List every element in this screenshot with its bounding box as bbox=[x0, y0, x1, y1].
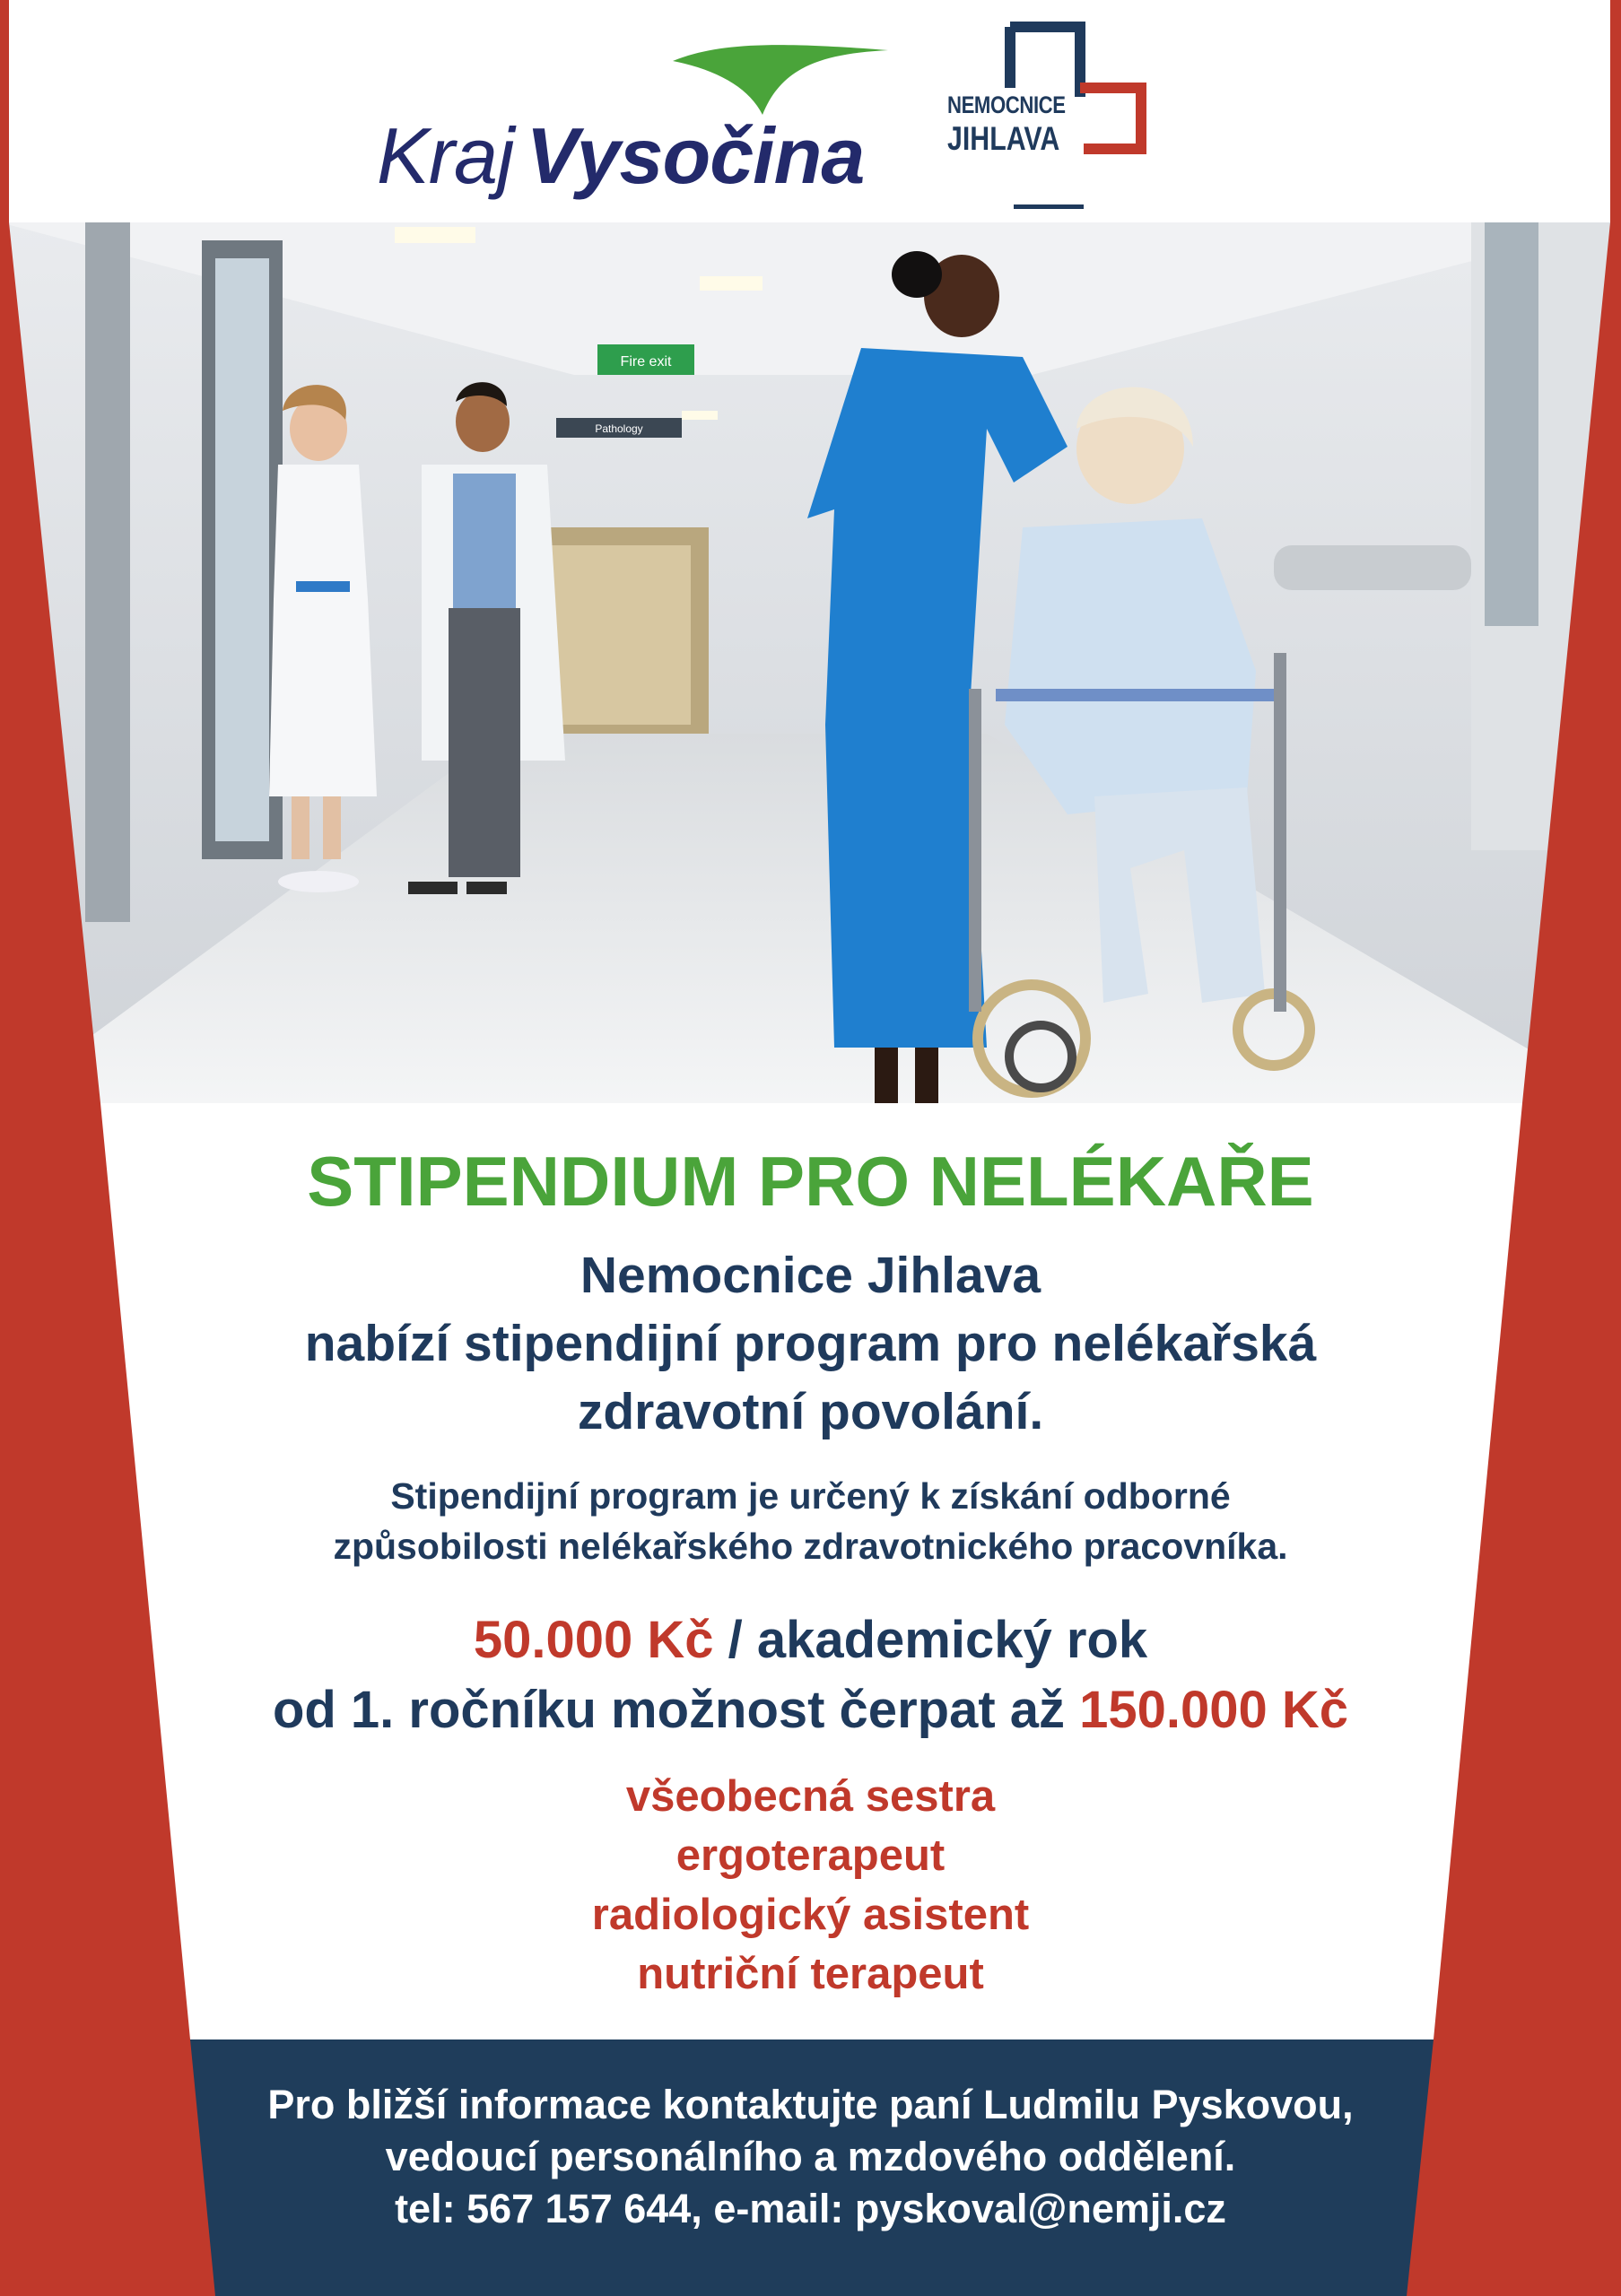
description-line-2: způsobilosti nelékařského zdravotnického pracovníka. bbox=[333, 1526, 1288, 1567]
nemocnice-jihlava-logo bbox=[942, 22, 1157, 219]
amount-line-1 bbox=[0, 1605, 1621, 1675]
description-text bbox=[0, 1471, 1621, 1571]
amount-total-label: od 1. ročníku možnost čerpat až bbox=[272, 1681, 1080, 1739]
pathology-sign-label: Pathology bbox=[595, 422, 643, 435]
headline: STIPENDIUM PRO NELÉKAŘE bbox=[307, 1142, 1314, 1221]
profession-item: ergoterapeut bbox=[675, 1831, 946, 1880]
professions-list bbox=[0, 1767, 1621, 2004]
amount-total: 150.000 Kč bbox=[1079, 1681, 1349, 1739]
amount-line-2 bbox=[0, 1675, 1621, 1745]
kraj-swoosh-icon bbox=[664, 34, 897, 124]
hospital-corridor-photo bbox=[0, 222, 1621, 1103]
kraj-wordmark bbox=[377, 111, 865, 200]
kraj-word: Kraj bbox=[377, 111, 514, 200]
profession-item: radiologický asistent bbox=[591, 1891, 1030, 1939]
scholarship-amount bbox=[0, 1605, 1621, 1745]
intro-line-3: zdravotní povolání. bbox=[577, 1383, 1044, 1440]
hospital-logo-line1: NEMOCNICE bbox=[947, 91, 1066, 118]
contact-text bbox=[0, 2079, 1621, 2235]
hospital-logo-line2: JIHLAVA bbox=[947, 120, 1060, 157]
kraj-vysocina-logo bbox=[377, 34, 915, 204]
vysocina-word: Vysočina bbox=[526, 111, 865, 200]
contact-line-2: vedoucí personálního a mzdového oddělení. bbox=[385, 2134, 1236, 2179]
exit-sign-label: Fire exit bbox=[620, 354, 672, 370]
contact-line-1: Pro bližší informace kontaktujte paní Ludmilu Pyskovou, bbox=[267, 2082, 1354, 2127]
description-line-1: Stipendijní program je určený k získání odborné bbox=[390, 1475, 1231, 1517]
amount-per-year-label: / akademický rok bbox=[713, 1611, 1148, 1669]
profession-item: nutriční terapeut bbox=[637, 1950, 984, 1998]
intro-text bbox=[0, 1241, 1621, 1446]
contact-line-3: tel: 567 157 644, e-mail: pyskoval@nemji.cz bbox=[395, 2186, 1226, 2231]
intro-line-2: nabízí stipendijní program pro nelékařská bbox=[304, 1315, 1317, 1372]
intro-line-1: Nemocnice Jihlava bbox=[580, 1247, 1041, 1304]
profession-item: všeobecná sestra bbox=[625, 1772, 996, 1821]
amount-per-year: 50.000 Kč bbox=[473, 1611, 714, 1669]
